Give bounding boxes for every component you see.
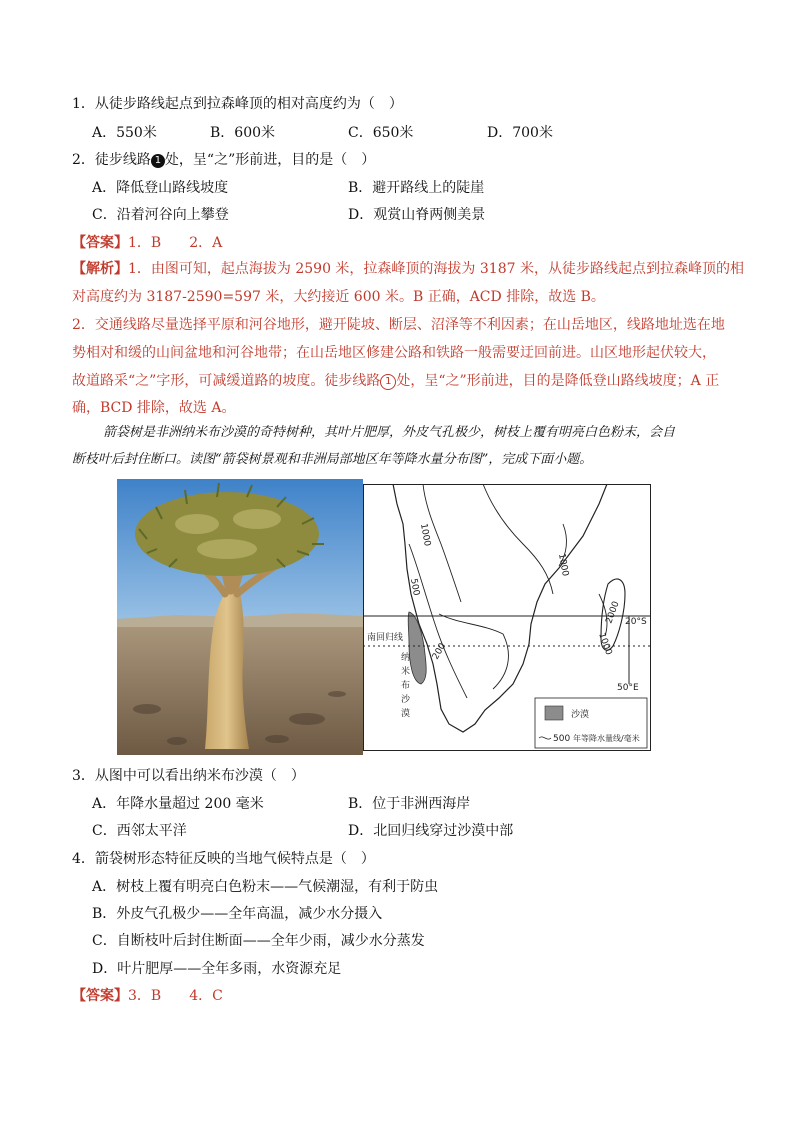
q1-option-d: D．700米 [487,125,553,141]
q4-option-a: A．树枝上覆有明亮白色粉末——气候潮湿，有利于防虫 [92,879,439,895]
q2-option-a: A．降低登山路线坡度 [92,180,229,196]
analysis-line-4: 势相对和缓的山间盆地和河谷地带；在山岳地区修建公路和铁路一般需要迂回前进。山区地形起伏较大， [72,345,716,361]
q1-stem: 1．从徒步路线起点到拉森峰顶的相对高度约为（ ） [72,96,403,112]
q2-stem: 2．徒步线路 1 处，呈“之”形前进，目的是（ ） [72,152,376,168]
q4-stem: 4．箭袋树形态特征反映的当地气候特点是（ ） [72,851,375,867]
q3-option-b: B．位于非洲西海岸 [348,796,471,812]
desert-label-char: 纳 [401,653,411,663]
q4-option-c: C．自断枝叶后封住断面——全年少雨，减少水分蒸发 [92,933,425,949]
contour-label: 2000 [604,600,622,626]
quiver-tree-photo [117,479,363,755]
circled-number: 1 [151,154,165,168]
legend-isohyet-value: 500 [553,734,571,744]
contour-label: 1000 [556,552,570,578]
q3-stem: 3．从图中可以看出纳米布沙漠（ ） [72,768,305,784]
contour-label: 1000 [418,522,432,548]
intro-line-1: 箭袋树是非洲纳米布沙漠的奇特树种，其叶片肥厚，外皮气孔极少，树枝上覆有明亮白色粉末，会自 [103,425,676,440]
q3-option-a: A．年降水量超过 200 毫米 [92,796,264,812]
legend-desert-swatch [545,706,563,720]
latitude-label: 20°S [625,617,647,627]
q1-option-c: C．650米 [348,125,414,141]
desert-label-char: 布 [401,681,411,691]
analysis-line-2: 对高度约为 3187-2590=597 米，大约接近 600 米。B 正确，ACD 排除，故选 B。 [72,289,605,305]
answer-block-1: 【答案】1．B 2．A [72,235,223,251]
analysis-line-6: 确，BCD 排除，故选 A。 [72,400,236,416]
longitude-label: 50°E [617,683,639,693]
analysis-line-1: 【解析】1．由图可知，起点海拔为 2590 米，拉森峰顶的海拔为 3187 米，从徒步路线起点到拉森峰顶的相 [72,261,744,277]
contour-label: 200 [430,641,449,662]
desert-label-char: 沙 [401,695,411,705]
q3-option-d: D．北回归线穿过沙漠中部 [348,823,514,839]
legend-desert-label: 沙漠 [571,710,590,720]
desert-label-char: 漠 [401,709,411,719]
analysis-line-3: 2．交通线路尽量选择平原和河谷地形，避开陡坡、断层、沼泽等不利因素；在山岳地区，线路地址选在地 [72,317,725,333]
circled-number: 1 [380,374,396,390]
contour-label: 1000 [596,631,614,657]
desert-label-char: 米 [401,667,411,677]
q1-option-a: A．550米 [92,125,157,141]
answer-block-2: 【答案】3．B 4．C [72,988,223,1004]
africa-rainfall-map [363,484,651,751]
q4-option-b: B．外皮气孔极少——全年高温，减少水分摄入 [92,906,383,922]
q1-option-b: B．600米 [210,125,276,141]
intro-line-2: 断枝叶后封住断口。读图“箭袋树景观和非洲局部地区年等降水量分布图”，完成下面小题。 [72,452,593,467]
analysis-line-5: 故道路采“之”字形，可减缓道路的坡度。徒步线路 1 处，呈“之”形前进，目的是降低登山路线坡度；A 正 [72,373,720,389]
q2-option-d: D．观赏山脊两侧美景 [348,207,486,223]
q2-option-c: C．沿着河谷向上攀登 [92,207,229,223]
q2-option-b: B．避开路线上的陡崖 [348,180,485,196]
tropic-label: 南回归线 [367,633,404,643]
contour-label: 500 [408,577,421,597]
q3-option-c: C．西邻太平洋 [92,823,187,839]
legend-isohyet-desc: 年等降水量线/毫米 [573,734,640,743]
q4-option-d: D．叶片肥厚——全年多雨，水资源充足 [92,961,342,977]
